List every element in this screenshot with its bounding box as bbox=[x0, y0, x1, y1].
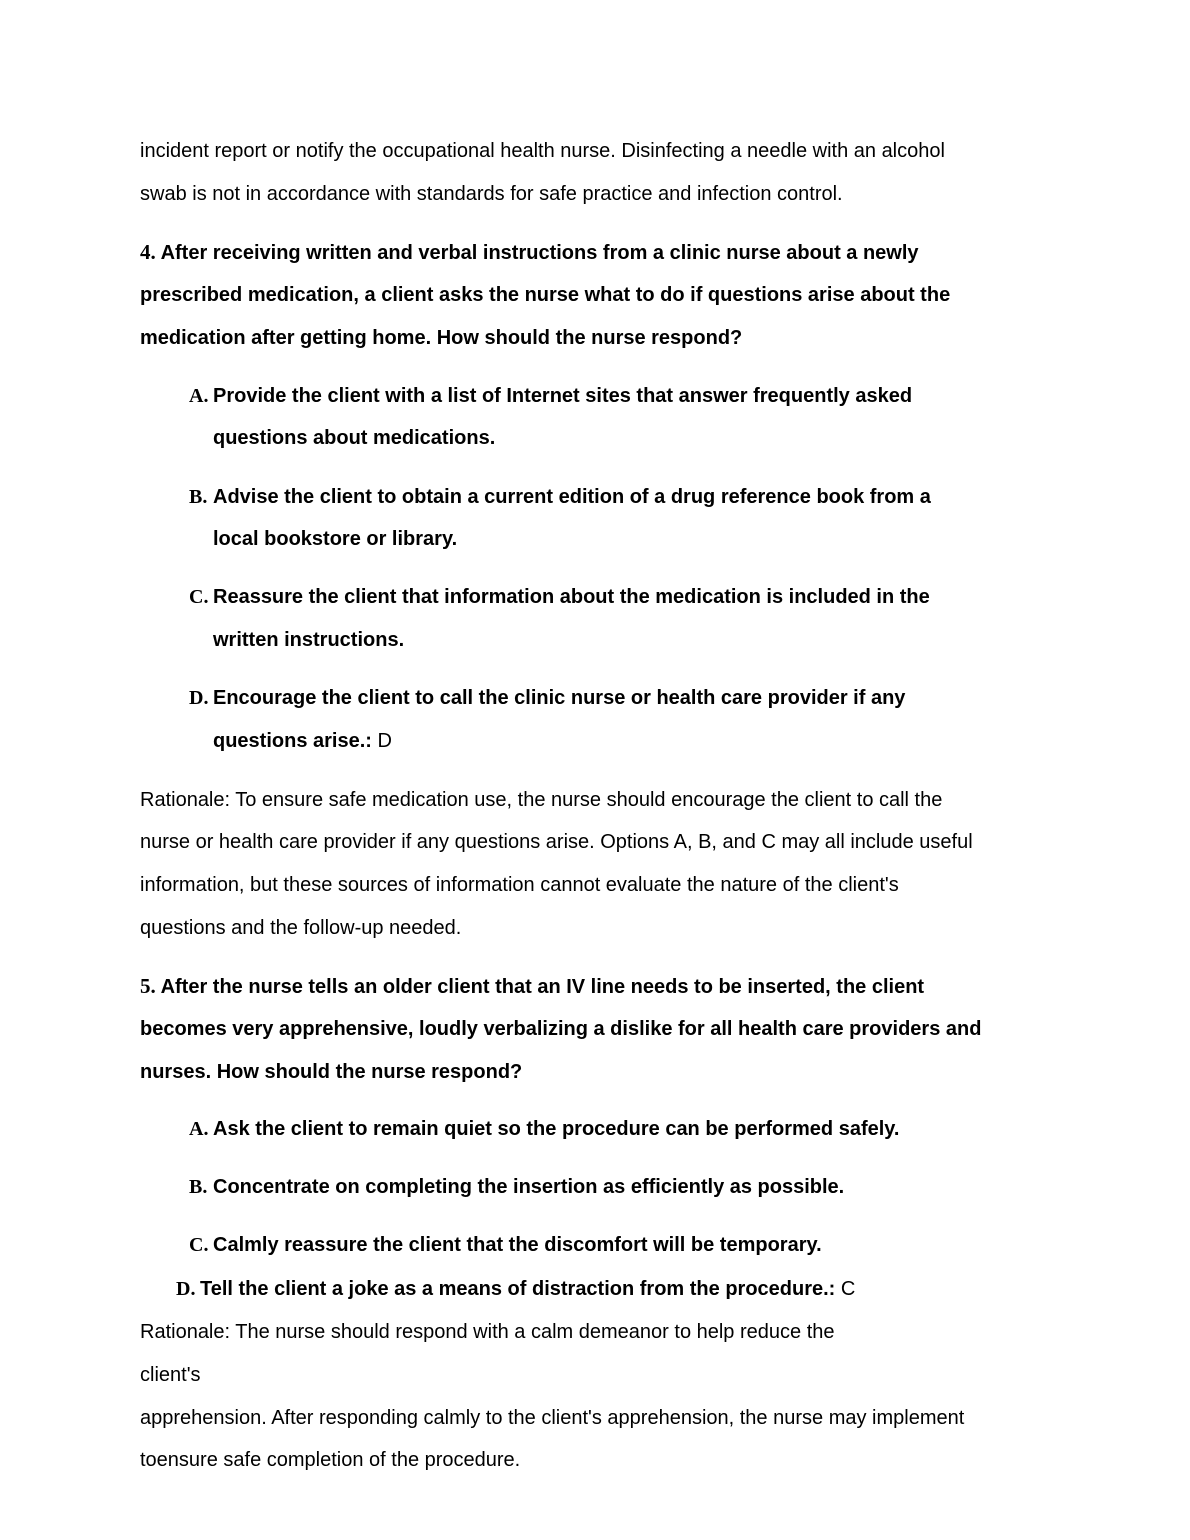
q5-option-c: Calmly reassure the client that the discomfort will be temporary. bbox=[213, 1234, 822, 1256]
q5-option-d-text: Tell the client a joke as a means of distraction from the procedure.: bbox=[200, 1278, 836, 1300]
q4-rationale-line: Rationale: To ensure safe medication use, the nurse should encourage the client to call the bbox=[140, 789, 943, 811]
q4-answer: D bbox=[377, 730, 392, 752]
question-5-number: 5. bbox=[140, 974, 156, 998]
intro-line: incident report or notify the occupational health nurse. Disinfecting a needle with an alcohol bbox=[140, 140, 945, 162]
q5-option-c-letter: C. bbox=[189, 1234, 209, 1256]
q5-answer: C bbox=[840, 1278, 856, 1300]
question-4-stem bbox=[140, 238, 919, 267]
q4-rationale-line: questions and the follow-up needed. bbox=[140, 917, 462, 939]
q5-option-b: Concentrate on completing the insertion as efficiently as possible. bbox=[213, 1176, 845, 1198]
q4-option-d-line-text: questions arise.: bbox=[213, 730, 372, 752]
q5-rationale-line: apprehension. After responding calmly to the client's apprehension, the nurse may implement bbox=[140, 1407, 965, 1429]
q4-option-b-letter: B. bbox=[189, 486, 208, 508]
q4-rationale-line: information, but these sources of information cannot evaluate the nature of the client's bbox=[140, 874, 899, 896]
q5-rationale-line: toensure safe completion of the procedure. bbox=[140, 1449, 521, 1471]
q5-option-d-letter: D. bbox=[176, 1278, 196, 1300]
q5-option-b-letter: B. bbox=[189, 1176, 208, 1198]
q4-rationale-line: nurse or health care provider if any questions arise. Options A, B, and C may all include useful bbox=[140, 831, 973, 853]
q5-rationale-line: client's bbox=[140, 1364, 201, 1386]
q4-option-c: Reassure the client that information about the medication is included in the bbox=[213, 586, 930, 608]
q4-option-d-letter: D. bbox=[189, 687, 209, 709]
q4-option-c-letter: C. bbox=[189, 586, 209, 608]
q5-option-a: Ask the client to remain quiet so the procedure can be performed safely. bbox=[213, 1118, 900, 1140]
q4-option-a-letter: A. bbox=[189, 385, 209, 407]
question-4-stem-line: After receiving written and verbal instructions from a clinic nurse about a newly bbox=[160, 242, 919, 264]
question-4-number: 4. bbox=[140, 240, 156, 264]
q4-option-b-line: local bookstore or library. bbox=[213, 528, 458, 550]
q5-option-d bbox=[200, 1275, 855, 1303]
question-4-stem-line: prescribed medication, a client asks the nurse what to do if questions arise about the bbox=[140, 284, 951, 306]
question-4-stem-line: medication after getting home. How should the nurse respond? bbox=[140, 327, 743, 349]
q5-option-a-letter: A. bbox=[189, 1118, 209, 1140]
q4-option-b: Advise the client to obtain a current edition of a drug reference book from a bbox=[213, 486, 931, 508]
q5-rationale-line: Rationale: The nurse should respond with a calm demeanor to help reduce the bbox=[140, 1321, 835, 1343]
q4-option-d: Encourage the client to call the clinic nurse or health care provider if any bbox=[213, 687, 906, 709]
question-5-stem-line: nurses. How should the nurse respond? bbox=[140, 1061, 523, 1083]
q4-option-c-line: written instructions. bbox=[213, 629, 405, 651]
question-5-stem-line: After the nurse tells an older client that an IV line needs to be inserted, the client bbox=[160, 976, 925, 998]
intro-line: swab is not in accordance with standards for safe practice and infection control. bbox=[140, 183, 843, 205]
question-5-stem-line: becomes very apprehensive, loudly verbalizing a dislike for all health care providers and bbox=[140, 1018, 982, 1040]
q4-option-d-line bbox=[213, 727, 392, 755]
q4-option-a-line: questions about medications. bbox=[213, 427, 496, 449]
question-5-stem bbox=[140, 972, 924, 1001]
q4-option-a: Provide the client with a list of Internet sites that answer frequently asked bbox=[213, 385, 913, 407]
